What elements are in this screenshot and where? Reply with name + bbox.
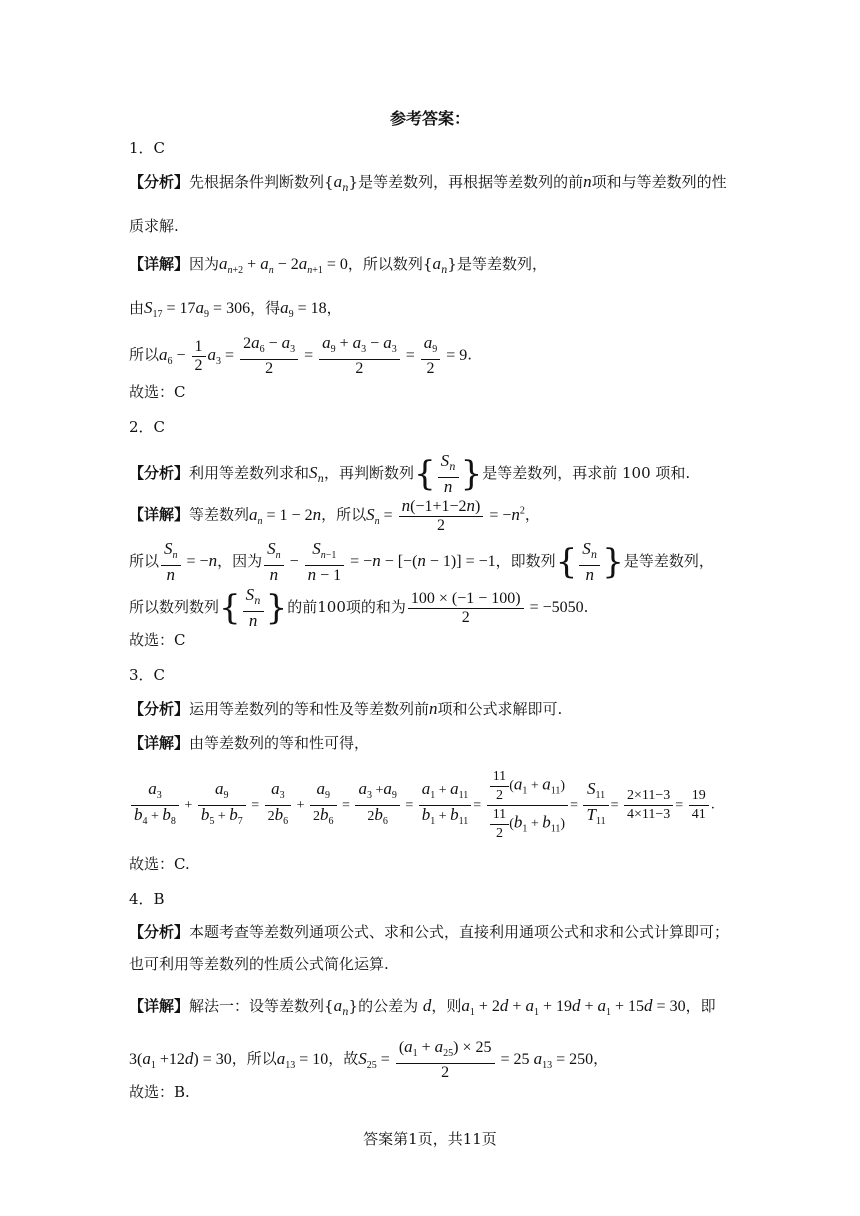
q2-analysis: 【分析】利用等差数列求和$S_n$，再判断数列{ $\frac{S_n}{n}$ }是等差数列，再求前 100 项和. [129, 451, 691, 496]
q1-answer: 故选：C [129, 383, 186, 401]
q1-line3: 所以$a_6$ − $\frac{1}{2}$ $a_3$ = $\frac{2a_6 - a_3}{2}$ = $\frac{a_9 + a_3 - a_3}{2}$ = $\frac{a_9}{2}$ = 9. [129, 333, 473, 377]
q2-line2: 所以 $\frac{S_n}{n}$ = −n，因为 $\frac{S_n}{n}$ − $\frac{S_{n-1}}{n - 1}$ = −n − [−(n − 1)] = −1，即数列{ $\frac{S_n}{n}$ }是等差数列， [129, 539, 714, 585]
q1-line2: 由$S_{17} = 17a_9 = 306$，得$a_9 = 18$， [129, 298, 342, 320]
q1-analysis: 【分析】先根据条件判断数列$\{a_n\}$是等差数列，再根据等差数列的前n项和与等差数列的性 [129, 172, 727, 194]
q4-analysis: 【分析】本题考查等差数列通项公式、求和公式，直接利用通项公式和求和公式计算即可； [129, 923, 730, 941]
q3-number: 3．C [129, 666, 166, 684]
q4-analysis-cont: 也可利用等差数列的性质公式简化运算. [129, 955, 389, 973]
q4-number: 4．B [129, 890, 165, 908]
page-footer: 答案第1页，共11页 [363, 1130, 497, 1148]
q2-number: 2．C [129, 418, 166, 436]
q3-formula: $\frac{a_3}{b_4 + b_8}$ + $\frac{a_9}{b_5 + b_7}$ = $\frac{a_3}{2b_6}$ + $\frac{a_9}{2b_6}$ = $\frac{a_3 +a_9}{2b_6}$ = $\frac{a_1 + a_{11}}{b_1 + b_{11}}$ = $\frac{11}{2}$ $(a_1 + a_{11})$ $\frac{11}{2}$ $(b_1 + b_{11})$ = $\frac{S_{11}}{T_{11}}$ = $\frac{2\times 11-3}{4\times 11-3}$ = $\frac{19}{41}$ . [129, 768, 715, 843]
q3-detail: 【详解】由等差数列的等和性可得， [129, 734, 370, 752]
q2-detail: 【详解】等差数列$a_n = 1 - 2n$，所以$S_n$ = $\frac{n(-1+1-2n)}{2}$ = $-n^2$， [129, 496, 540, 534]
q3-analysis: 【分析】运用等差数列的等和性及等差数列前n项和公式求解即可. [129, 699, 563, 718]
q1-number: 1．C [129, 139, 166, 157]
q1-analysis-cont: 质求解. [129, 217, 179, 235]
q2-answer: 故选：C [129, 631, 186, 649]
page-title: 参考答案： [389, 109, 470, 128]
q4-detail: 【详解】解法一：设等差数列$\{a_n\}$的公差为 d，则$a_1 + 2d + a_1 + 19d + a_1 + 15d = 30$，即 [129, 996, 716, 1018]
q3-answer: 故选：C. [129, 855, 190, 873]
q1-detail: 【详解】因为$a_{n+2} + a_n - 2a_{n+1} = 0$，所以数列$\{a_n\}$是等差数列， [129, 254, 547, 276]
q4-answer: 故选：B. [129, 1083, 190, 1101]
q4-line2: $3(a_1 +12d) = 30$，所以$a_{13} = 10$，故$S_{25}$ = $\frac{(a_1 + a_{25}) \times 25}{2}$ = 25 $a_{13} = 250$， [129, 1037, 609, 1081]
q2-line3: 所以数列数列{ $\frac{S_n}{n}$ }的前100项的和为 $\frac{100 \times (-1 - 100)}{2}$ = −5050. [129, 585, 589, 630]
